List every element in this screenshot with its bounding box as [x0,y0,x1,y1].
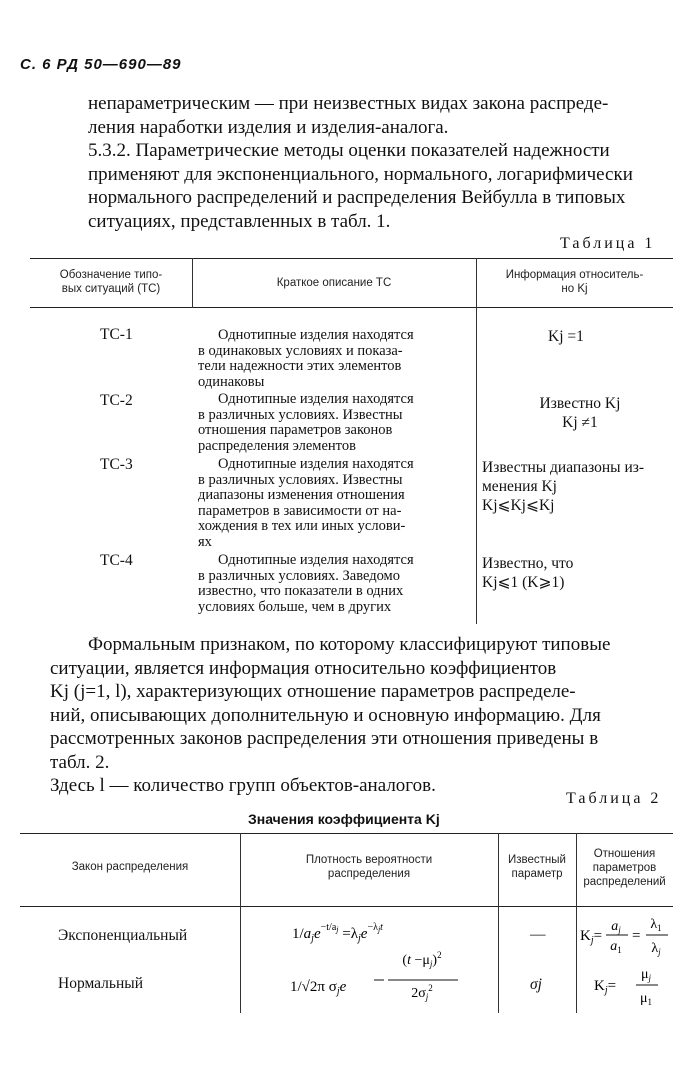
formula-text: = [632,928,641,944]
density-formula [290,946,495,1002]
desc-line: Однотипные изделия находятся [218,327,414,343]
formula-text: $\mu_j$ [640,967,652,983]
text-line: рассмотренных законов распределения эти отношения приведены в [50,728,599,749]
text-line: ситуациях, представленных в табл. 1. [88,210,391,232]
row-code: ТС-1 [100,326,133,343]
desc-line: хождения в тех или иных услови- [198,518,406,534]
desc-line: ях [198,533,212,550]
header-line: Информация относитель- [505,269,644,281]
header-line: Отношения [593,848,656,860]
table2-header-ratio [576,847,673,889]
text-line: табл. 2. [50,751,110,773]
table1-header-code [30,268,192,296]
desc-line: в различных условиях. Известны [198,406,403,423]
text-line: ситуации, является информация относительно коэффициентов [50,657,557,679]
header-line: параметров [592,862,657,874]
intro-paragraph [88,92,673,233]
desc-line: параметров в зависимости от на- [198,502,402,519]
table1-header-desc [192,276,476,290]
desc-line: отношения параметров законов [198,422,393,438]
table1-caption: Таблица 1 [560,235,656,252]
desc-line: одинаковы [198,373,265,390]
desc-line: известно, что показатели в одних [198,583,404,599]
table2-caption: Таблица 2 [566,790,662,807]
text-line: Формальным признаком, по которому классифицируют типовые [88,634,611,655]
text-line: Kj (j=1, l), характеризующих отношение параметров распределе- [50,681,576,702]
desc-line: Однотипные изделия находятся [218,456,414,472]
table1-header-rule [30,307,673,308]
desc-line: тели надежности этих элементов [198,358,402,374]
info-line: Kj⩽1 (K⩾1) [482,574,565,591]
text-line: применяют для экспоненциального, нормального, логарифмически [88,163,633,185]
formula-text: $a_1$ [610,939,622,955]
text-line: ления наработки изделия и изделия-аналога. [88,116,449,138]
header-line: Краткое описание ТС [276,277,392,289]
table1-header-info [476,268,673,296]
classification-paragraph [50,633,674,798]
row-desc [198,457,470,550]
text-line: нормального распределений и распределения Вейбулла в типовых [88,187,626,208]
desc-line: в одинаковых условиях и показа- [198,342,403,359]
formula-text: $2\sigma_j^2$ [411,983,433,1002]
ratio-formula [578,910,673,960]
formula-text: $1/a_je^{-t/a}j =\lambda_je^{-\lambda}jt$ [292,922,383,944]
info-line: Kj ≠1 [562,414,598,431]
table1-col-divider [476,258,477,624]
row-desc [198,392,470,454]
table2-header-param [498,853,576,881]
info-line: Известны диапазоны из- [482,459,645,476]
desc-line: распределения элементов [198,437,356,454]
table1-top-rule [30,258,673,259]
row-info: Kj =1 [548,328,584,345]
header-line: вых ситуаций (ТС) [61,283,161,295]
row-param: — [530,926,546,943]
row-code: ТС-3 [100,456,133,473]
formula-text: $K_j=$ [594,978,617,996]
density-formula [290,912,500,946]
info-line: Известно Kj [539,395,621,412]
formula-text: 1/√2π $\sigma_je$ [290,979,347,997]
table2-header-law [20,860,240,874]
formula-text: $\mu_1$ [639,991,653,1007]
row-desc [198,328,470,390]
desc-line: в различных условиях. Известны [198,471,403,488]
header-line: Обозначение типо- [59,269,163,281]
row-law: Нормальный [58,975,143,992]
formula-text: $K_j=$ [580,928,603,946]
row-info [482,458,672,515]
row-code: ТС-4 [100,552,133,569]
text-line: ний, описывающих дополнительную и основную информацию. Для [50,704,601,726]
row-desc [198,553,470,615]
formula-text: $\lambda_1$ [650,917,662,933]
desc-line: Однотипные изделия находятся [218,391,414,407]
info-line: Kj⩽Kj⩽Kj [482,497,555,514]
info-line: менения Kj [482,478,557,495]
row-info [520,394,640,432]
text-line: непараметрическим — при неизвестных видах закона распреде- [88,93,609,114]
row-law: Экспоненциальный [58,927,188,944]
header-line: Известный [508,854,566,866]
header-line: Плотность вероятности [305,854,433,866]
desc-line: Однотипные изделия находятся [218,552,414,568]
text-line: Здесь l — количество групп объектов-аналогов. [50,775,436,796]
desc-line: в различных условиях. Заведомо [198,567,400,584]
formula-text: $a_j$ [611,919,621,935]
table2-title: Значения коэффициента Kj [248,811,440,827]
table2-header-density [240,853,498,881]
header-line: распределения [327,868,411,880]
info-line: Известно, что [482,555,574,572]
formula-text: $(t -\mu_j)^2$ [402,950,442,969]
row-info [482,554,672,592]
page-header: С. 6 РД 50—690—89 [20,56,182,73]
row-code: ТС-2 [100,392,133,409]
header-line: распределений [583,876,666,888]
header-line: но Kj [561,283,588,295]
desc-line: условиях больше, чем в других [198,598,392,615]
header-line: параметр [511,868,563,880]
header-line: Закон распределения [71,861,189,873]
formula-text: $\lambda_j$ [651,941,661,957]
row-param: σj [530,976,542,993]
text-line: 5.3.2. Параметрические методы оценки показателей надежности [88,140,610,161]
desc-line: диапазоны изменения отношения [198,487,405,503]
ratio-formula [578,960,673,1010]
